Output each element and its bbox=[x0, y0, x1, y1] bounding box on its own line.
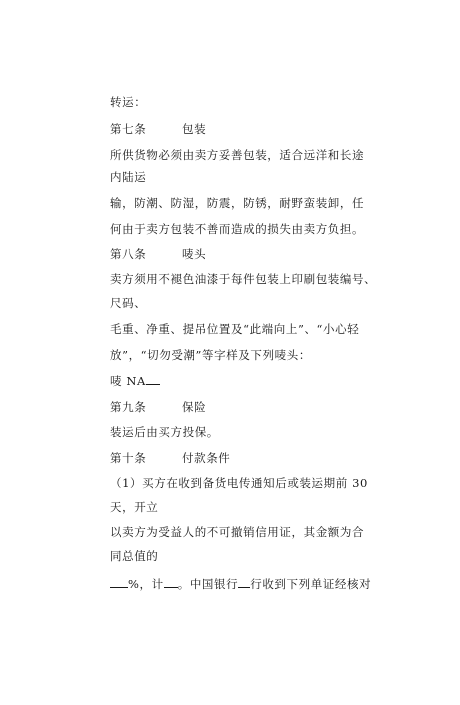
blank-underline bbox=[110, 576, 128, 588]
text-line: 装运后由买方投保。 bbox=[110, 425, 219, 439]
text-line: 尺码、 bbox=[110, 296, 147, 310]
text-line: 所供货物必须由卖方妥善包装，适合远洋和长途 bbox=[110, 148, 365, 162]
text-fragment: 。中国银行 bbox=[177, 577, 239, 591]
text-line: 输，防潮、防湿，防震，防锈，耐野蛮装卸，任 bbox=[110, 196, 365, 210]
shipping-mark-label: 唛 NA bbox=[110, 374, 146, 388]
article-10-number: 第十条 bbox=[110, 451, 147, 465]
article-7-number: 第七条 bbox=[110, 122, 147, 136]
text-line: 天，开立 bbox=[110, 500, 159, 514]
shipping-mark-line bbox=[110, 373, 160, 388]
article-10-title: 付款条件 bbox=[182, 451, 231, 465]
text-line: 毛重、净重、提吊位置及“此端向上”、“小心轻 bbox=[110, 322, 360, 336]
text-line: 何由于卖方包装不善而造成的损失由卖方负担。 bbox=[110, 222, 365, 236]
text-line: 同总值的 bbox=[110, 549, 159, 563]
text-line: 以卖方为受益人的不可撤销信用证，其金额为合 bbox=[110, 525, 365, 539]
article-9-title: 保险 bbox=[182, 400, 207, 414]
text-fragment: 行收到下列单证经核对 bbox=[250, 577, 372, 591]
text-line-transshipment: 转运： bbox=[110, 95, 147, 109]
article-9-heading bbox=[110, 400, 206, 414]
article-10-heading bbox=[110, 451, 230, 465]
article-7-heading bbox=[110, 122, 206, 136]
text-line: 卖方须用不褪色油漆于每件包装上印刷包装编号、 bbox=[110, 272, 377, 286]
article-8-title: 唛头 bbox=[182, 247, 207, 261]
article-7-title: 包装 bbox=[182, 122, 207, 136]
text-line: （1）买方在收到备货电传通知后或装运期前 30 bbox=[110, 476, 368, 490]
blank-underline bbox=[164, 576, 178, 588]
text-fragment: %，计 bbox=[128, 577, 164, 591]
article-8-heading bbox=[110, 247, 206, 261]
article-9-number: 第九条 bbox=[110, 400, 147, 414]
text-line: 内陆运 bbox=[110, 170, 147, 184]
payment-blanks-line bbox=[110, 576, 371, 591]
article-8-number: 第八条 bbox=[110, 247, 147, 261]
blank-underline bbox=[238, 576, 250, 588]
blank-underline bbox=[146, 373, 160, 385]
text-line: 放”，“切勿受潮”等字样及下列唛头： bbox=[110, 348, 311, 362]
